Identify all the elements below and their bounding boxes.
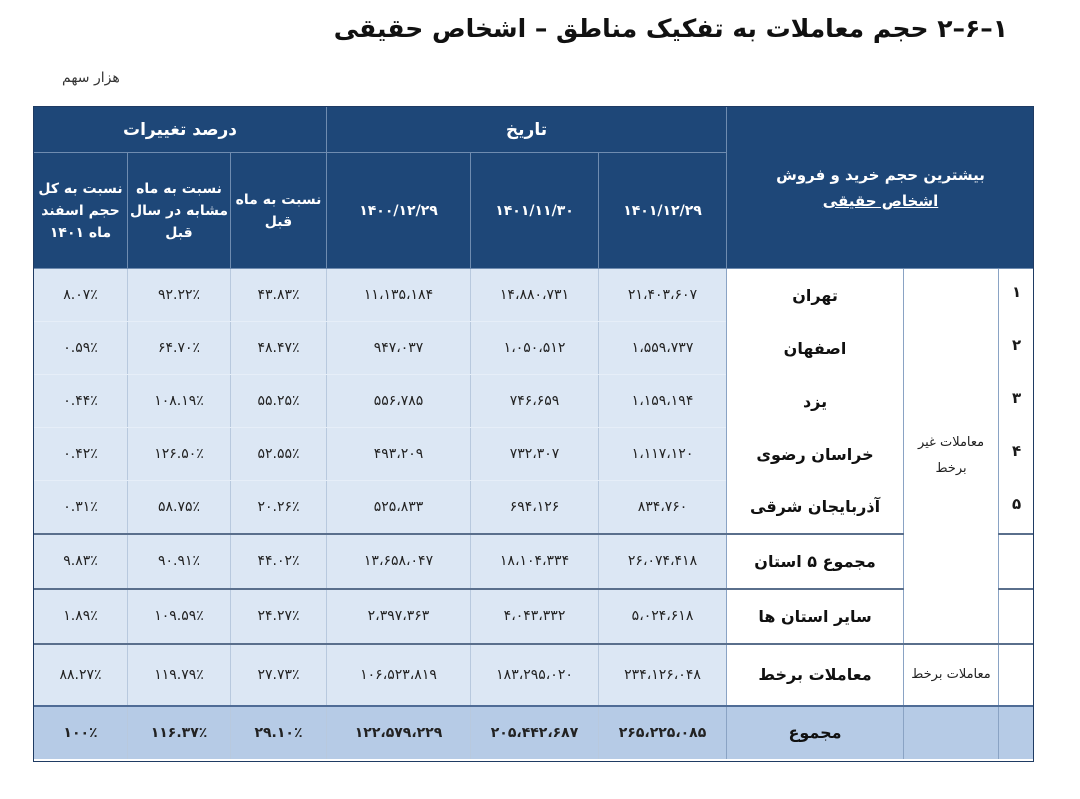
change-cell: ۰.۵۹٪ bbox=[34, 322, 128, 375]
row-number-empty bbox=[999, 644, 1034, 706]
value-cell: ۵،۰۲۴،۶۱۸ bbox=[599, 589, 727, 644]
change-cell: ۵۲.۵۵٪ bbox=[231, 428, 327, 481]
header-change-group: درصد تغییرات bbox=[34, 107, 327, 153]
header-date-3: ۱۴۰۰/۱۲/۲۹ bbox=[327, 153, 471, 269]
row-label: معاملات برخط bbox=[727, 644, 904, 706]
header-date-2: ۱۴۰۱/۱۱/۳۰ bbox=[471, 153, 599, 269]
change-cell: ۵۵.۲۵٪ bbox=[231, 375, 327, 428]
change-cell: ۴۳.۸۳٪ bbox=[231, 269, 327, 322]
category-non-block: معاملات غیر برخط bbox=[904, 269, 999, 644]
row-number: ۲ bbox=[999, 322, 1034, 375]
change-cell: ۱۱۹.۷۹٪ bbox=[128, 644, 231, 706]
change-cell: ۱۰۸.۱۹٪ bbox=[128, 375, 231, 428]
header-change-2: نسبت به ماه مشابه در سال قبل bbox=[128, 153, 231, 269]
value-cell: ۵۲۵،۸۳۳ bbox=[327, 481, 471, 534]
block-trades-row bbox=[34, 644, 1035, 706]
header-main-line2: اشخاص حقیقی bbox=[822, 191, 939, 210]
total-label: مجموع bbox=[727, 706, 904, 759]
province-name: اصفهان bbox=[727, 322, 904, 375]
value-cell: ۶۹۴،۱۲۶ bbox=[471, 481, 599, 534]
row-label: سایر استان ها bbox=[727, 589, 904, 644]
province-name: خراسان رضوی bbox=[727, 428, 904, 481]
row-number: ۳ bbox=[999, 375, 1034, 428]
change-cell: ۱۰۹.۵۹٪ bbox=[128, 589, 231, 644]
value-cell: ۲۶۵،۲۲۵،۰۸۵ bbox=[599, 706, 727, 759]
change-cell: ۹.۸۳٪ bbox=[34, 534, 128, 589]
change-cell: ۲۰.۲۶٪ bbox=[231, 481, 327, 534]
change-cell: ۴۴.۰۲٪ bbox=[231, 534, 327, 589]
change-cell: ۹۲.۲۲٪ bbox=[128, 269, 231, 322]
province-name: یزد bbox=[727, 375, 904, 428]
row-label: مجموع ۵ استان bbox=[727, 534, 904, 589]
change-cell: ۱۱۶.۳۷٪ bbox=[128, 706, 231, 759]
value-cell: ۱۲۲،۵۷۹،۲۲۹ bbox=[327, 706, 471, 759]
change-cell: ۰.۴۲٪ bbox=[34, 428, 128, 481]
change-cell: ۱.۸۹٪ bbox=[34, 589, 128, 644]
change-cell: ۲۴.۲۷٪ bbox=[231, 589, 327, 644]
header-date-1: ۱۴۰۱/۱۲/۲۹ bbox=[599, 153, 727, 269]
change-cell: ۱۲۶.۵۰٪ bbox=[128, 428, 231, 481]
change-cell: ۴۸.۴۷٪ bbox=[231, 322, 327, 375]
change-cell: ۵۸.۷۵٪ bbox=[128, 481, 231, 534]
other-provinces-row bbox=[34, 589, 1035, 644]
value-cell: ۱۴،۸۸۰،۷۳۱ bbox=[471, 269, 599, 322]
value-cell: ۵۵۶،۷۸۵ bbox=[327, 375, 471, 428]
value-cell: ۲۶،۰۷۴،۴۱۸ bbox=[599, 534, 727, 589]
header-main-line1: بیشترین حجم خرید و فروش bbox=[776, 165, 985, 184]
row-number-empty bbox=[999, 706, 1034, 759]
unit-label: هزار سهم bbox=[62, 70, 120, 86]
sum-five-provinces-row bbox=[34, 534, 1035, 589]
table-row bbox=[34, 428, 1035, 481]
value-cell: ۸۳۴،۷۶۰ bbox=[599, 481, 727, 534]
value-cell: ۷۳۲،۳۰۷ bbox=[471, 428, 599, 481]
header-change-1: نسبت به ماه قبل bbox=[231, 153, 327, 269]
value-cell: ۱۰۶،۵۲۳،۸۱۹ bbox=[327, 644, 471, 706]
value-cell: ۱۱،۱۳۵،۱۸۴ bbox=[327, 269, 471, 322]
table-row bbox=[34, 269, 1035, 322]
value-cell: ۱،۵۵۹،۷۳۷ bbox=[599, 322, 727, 375]
change-cell: ۹۰.۹۱٪ bbox=[128, 534, 231, 589]
row-number: ۴ bbox=[999, 428, 1034, 481]
category-empty bbox=[904, 706, 999, 759]
data-table-frame bbox=[33, 106, 1034, 762]
province-name: آذربایجان شرقی bbox=[727, 481, 904, 534]
value-cell: ۲،۳۹۷،۳۶۳ bbox=[327, 589, 471, 644]
row-number-empty bbox=[999, 589, 1034, 644]
value-cell: ۴۹۳،۲۰۹ bbox=[327, 428, 471, 481]
row-number-empty bbox=[999, 534, 1034, 589]
value-cell: ۱،۱۵۹،۱۹۴ bbox=[599, 375, 727, 428]
value-cell: ۱،۱۱۷،۱۲۰ bbox=[599, 428, 727, 481]
category-block: معاملات برخط bbox=[904, 644, 999, 706]
value-cell: ۱۸،۱۰۴،۳۳۴ bbox=[471, 534, 599, 589]
table-row bbox=[34, 375, 1035, 428]
value-cell: ۲۱،۴۰۳،۶۰۷ bbox=[599, 269, 727, 322]
regional-volume-table bbox=[33, 106, 1034, 759]
value-cell: ۴،۰۴۳،۳۳۲ bbox=[471, 589, 599, 644]
header-date-group: تاریخ bbox=[327, 107, 727, 153]
province-name: تهران bbox=[727, 269, 904, 322]
change-cell: ۰.۴۴٪ bbox=[34, 375, 128, 428]
value-cell: ۱۸۳،۲۹۵،۰۲۰ bbox=[471, 644, 599, 706]
page-title: ۱–۶–۲ حجم معاملات به تفکیک مناطق – اشخاص حقیقی bbox=[333, 14, 1008, 43]
change-cell: ۲۹.۱۰٪ bbox=[231, 706, 327, 759]
change-cell: ۰.۳۱٪ bbox=[34, 481, 128, 534]
header-change-3: نسبت به کل حجم اسفند ماه ۱۴۰۱ bbox=[34, 153, 128, 269]
table-row bbox=[34, 481, 1035, 534]
change-cell: ۸۸.۲۷٪ bbox=[34, 644, 128, 706]
table-row bbox=[34, 322, 1035, 375]
value-cell: ۱۳،۶۵۸،۰۴۷ bbox=[327, 534, 471, 589]
change-cell: ۶۴.۷۰٪ bbox=[128, 322, 231, 375]
value-cell: ۹۴۷،۰۳۷ bbox=[327, 322, 471, 375]
header-main bbox=[727, 107, 1034, 269]
change-cell: ۲۷.۷۳٪ bbox=[231, 644, 327, 706]
change-cell: ۸.۰۷٪ bbox=[34, 269, 128, 322]
row-number: ۱ bbox=[999, 269, 1034, 322]
total-row bbox=[34, 706, 1035, 759]
value-cell: ۲۳۴،۱۲۶،۰۴۸ bbox=[599, 644, 727, 706]
change-cell: ۱۰۰٪ bbox=[34, 706, 128, 759]
row-number: ۵ bbox=[999, 481, 1034, 534]
value-cell: ۱،۰۵۰،۵۱۲ bbox=[471, 322, 599, 375]
value-cell: ۲۰۵،۴۴۲،۶۸۷ bbox=[471, 706, 599, 759]
value-cell: ۷۴۶،۶۵۹ bbox=[471, 375, 599, 428]
